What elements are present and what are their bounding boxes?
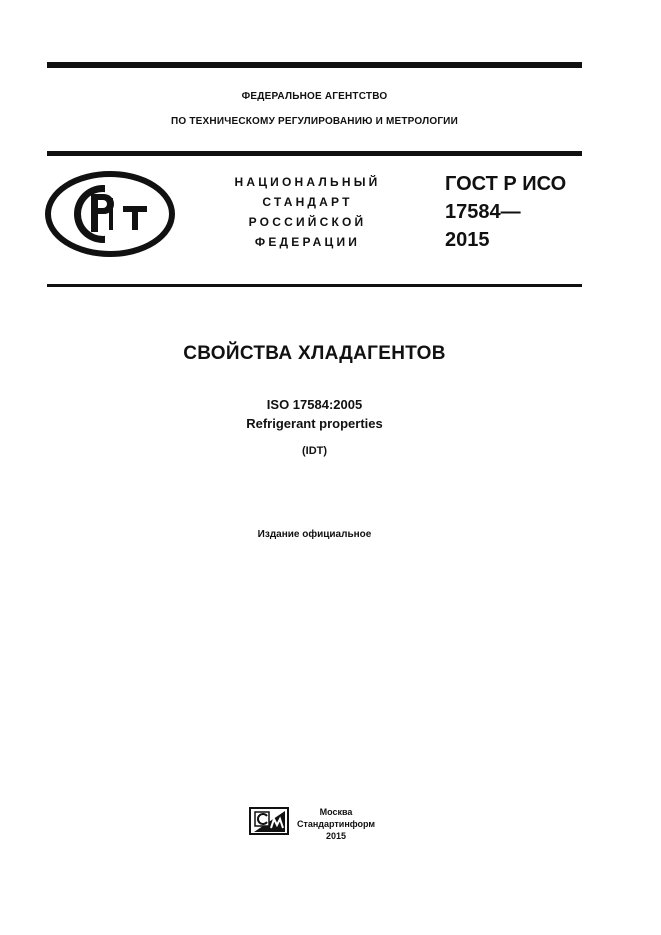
standard-type-block: [210, 172, 405, 252]
bottom-rule: [47, 284, 582, 287]
standard-code-line-1: ГОСТ Р ИСО: [445, 173, 567, 195]
rst-certification-mark-icon: [45, 170, 175, 258]
standard-code-line-2: 17584—: [445, 201, 521, 223]
standard-code: [445, 170, 566, 254]
publisher-name: Стандартинформ: [296, 819, 376, 829]
standard-type-line-4: ФЕДЕРАЦИИ: [254, 235, 361, 249]
iso-number: ISO 17584:2005: [266, 397, 363, 412]
iso-title: Refrigerant properties: [246, 416, 383, 431]
standartinform-logo-icon: [249, 806, 291, 836]
publisher-city: Москва: [319, 807, 353, 817]
edition-label: Издание официальное: [257, 529, 372, 540]
standard-code-line-3: 2015: [445, 229, 490, 251]
standard-type-line-1: НАЦИОНАЛЬНЫЙ: [234, 175, 381, 189]
iso-reference: [47, 395, 582, 433]
equivalence-marker: (IDT): [301, 445, 328, 457]
agency-name-line2: ПО ТЕХНИЧЕСКОМУ РЕГУЛИРОВАНИЮ И МЕТРОЛОГИИ: [171, 116, 458, 127]
middle-rule: [47, 151, 582, 156]
agency-name-line1: ФЕДЕРАЛЬНОЕ АГЕНТСТВО: [241, 91, 388, 102]
publisher-year: 2015: [325, 831, 347, 841]
publisher-block: [296, 806, 376, 842]
standard-type-line-3: РОССИЙСКОЙ: [248, 215, 367, 229]
standard-type-line-2: СТАНДАРТ: [262, 195, 353, 209]
document-title: СВОЙСТВА ХЛАДАГЕНТОВ: [183, 343, 446, 364]
top-rule: [47, 62, 582, 68]
